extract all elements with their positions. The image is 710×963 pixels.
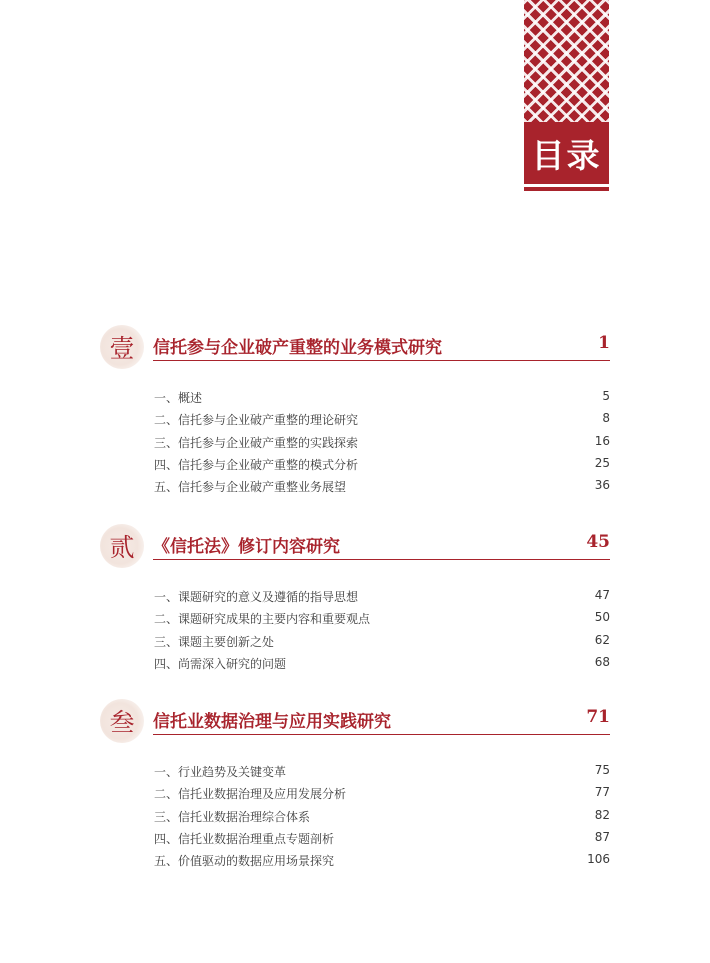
section-page-number: 1 <box>598 333 610 353</box>
section-divider <box>153 360 610 361</box>
toc-entry[interactable] <box>100 585 610 607</box>
toc-entry-page: 36 <box>594 478 610 493</box>
toc-entry-title: 一、概述 <box>154 391 203 405</box>
toc-entry[interactable] <box>100 475 610 497</box>
toc-heading: 目录 <box>531 135 602 175</box>
section-divider <box>153 734 610 735</box>
toc-entry[interactable] <box>100 805 610 827</box>
section-header[interactable] <box>100 524 610 568</box>
toc-entry-title: 四、信托参与企业破产重整的模式分析 <box>154 457 359 472</box>
toc-entry[interactable] <box>100 760 610 782</box>
toc-entry-title: 二、信托业数据治理及应用发展分析 <box>154 787 347 802</box>
toc-entry-page: 77 <box>594 785 610 800</box>
toc-entry[interactable] <box>100 408 610 430</box>
section-title[interactable]: 《信托法》修订内容研究 <box>153 537 340 557</box>
section-title[interactable]: 信托业数据治理与应用实践研究 <box>153 712 391 732</box>
toc-entry[interactable] <box>100 607 610 629</box>
toc-entry[interactable] <box>100 453 610 475</box>
section-page-number: 45 <box>586 532 610 552</box>
toc-entry-page: 8 <box>602 411 610 426</box>
toc-entry-title: 二、信托参与企业破产重整的理论研究 <box>154 413 359 428</box>
banner-underline <box>524 187 609 191</box>
section-number-badge <box>100 699 144 743</box>
section-header[interactable] <box>100 699 610 743</box>
toc-entry-title: 三、信托参与企业破产重整的实践探索 <box>154 435 359 450</box>
toc-entry[interactable] <box>100 652 610 674</box>
toc-banner <box>524 0 609 192</box>
toc-entry[interactable] <box>100 849 610 871</box>
toc-entry-page: 106 <box>587 852 610 867</box>
toc-entry-title: 五、价值驱动的数据应用场景探究 <box>154 854 335 869</box>
toc-entry-page: 68 <box>594 654 610 669</box>
toc-entry-page: 50 <box>594 610 610 625</box>
toc-section-2 <box>100 524 610 674</box>
toc-section-3 <box>100 699 610 871</box>
toc-entry-page: 62 <box>594 632 610 647</box>
toc-label-box <box>524 122 609 184</box>
toc-entry[interactable] <box>100 431 610 453</box>
section-number-badge <box>100 524 144 568</box>
toc-entry-page: 82 <box>594 807 610 822</box>
section-title[interactable]: 信托参与企业破产重整的业务模式研究 <box>153 338 442 358</box>
toc-entry-title: 三、信托业数据治理综合体系 <box>154 809 311 824</box>
decorative-pattern <box>524 0 609 122</box>
section-page-number: 71 <box>586 707 610 727</box>
toc-entry-page: 75 <box>594 763 610 777</box>
toc-entry-page: 25 <box>594 455 610 470</box>
toc-entry[interactable] <box>100 630 610 652</box>
section-number: 叁 <box>109 708 135 737</box>
toc-entry[interactable] <box>100 827 610 849</box>
toc-entry-title: 二、课题研究成果的主要内容和重要观点 <box>154 612 371 627</box>
toc-entry-page: 5 <box>602 389 610 403</box>
toc-entry-title: 四、信托业数据治理重点专题剖析 <box>154 831 335 846</box>
toc-entry-title: 一、行业趋势及关键变革 <box>154 765 287 779</box>
toc-entry-page: 47 <box>594 588 610 602</box>
toc-entry-page: 87 <box>594 829 610 844</box>
section-header[interactable] <box>100 325 610 369</box>
toc-entry[interactable] <box>100 386 610 408</box>
toc-entry[interactable] <box>100 782 610 804</box>
section-divider <box>153 559 610 560</box>
section-number-badge <box>100 325 144 369</box>
section-number: 壹 <box>109 334 135 363</box>
toc-entry-title: 三、课题主要创新之处 <box>154 634 275 649</box>
toc-entry-title: 一、课题研究的意义及遵循的指导思想 <box>154 590 359 604</box>
toc-section-1 <box>100 325 610 497</box>
toc-entry-page: 16 <box>594 433 610 448</box>
section-number: 贰 <box>109 533 135 562</box>
toc-entry-title: 四、尚需深入研究的问题 <box>154 656 287 671</box>
toc-entry-title: 五、信托参与企业破产重整业务展望 <box>154 480 347 495</box>
